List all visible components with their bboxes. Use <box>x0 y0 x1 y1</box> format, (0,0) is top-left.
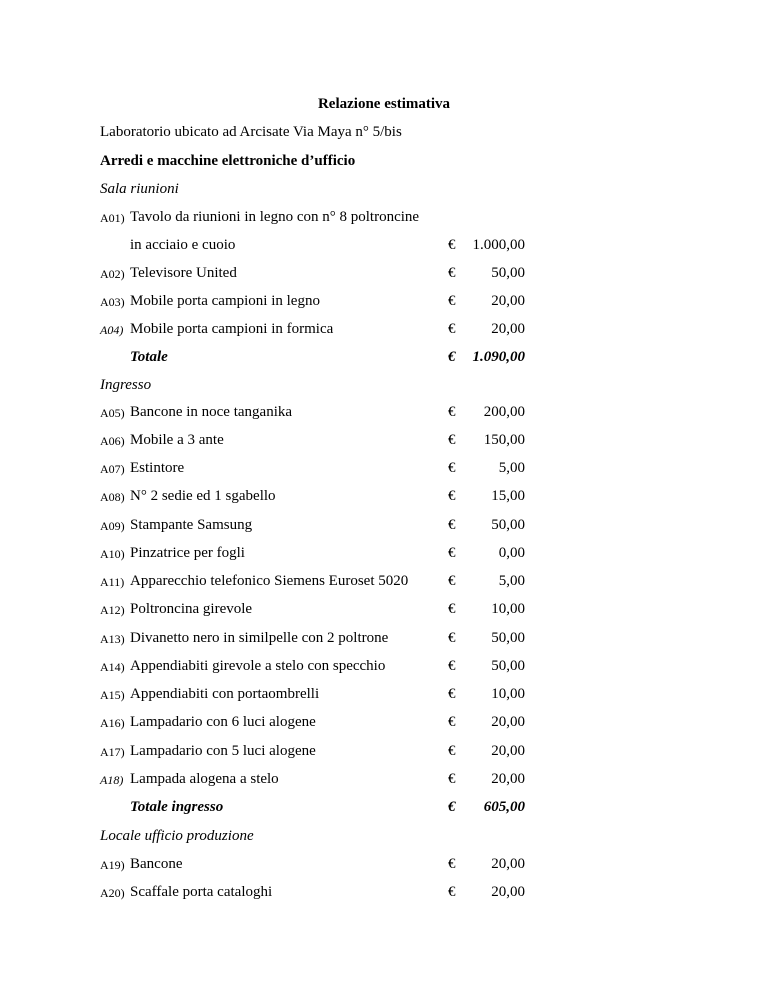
item-amount: 20,00 <box>491 321 525 337</box>
list-item <box>0 630 768 650</box>
list-item <box>0 404 768 424</box>
list-item <box>0 265 768 285</box>
list-item <box>0 545 768 565</box>
total-label: Totale <box>130 349 168 365</box>
currency-symbol: € <box>448 517 456 533</box>
item-amount: 5,00 <box>498 573 525 589</box>
section-title-ingresso: Ingresso <box>100 377 152 393</box>
item-amount: 1.000,00 <box>472 237 525 253</box>
currency-symbol: € <box>448 237 456 253</box>
item-description: Pinzatrice per fogli <box>130 545 245 561</box>
list-item <box>0 573 768 593</box>
item-amount: 50,00 <box>491 658 525 674</box>
document-title: Relazione estimativa <box>317 96 451 112</box>
item-description: Tavolo da riunioni in legno con n° 8 poltroncine <box>130 209 420 225</box>
item-code: A19) <box>100 858 125 872</box>
item-code: A20) <box>100 886 125 900</box>
item-description: Stampante Samsung <box>130 517 253 533</box>
item-amount: 10,00 <box>491 601 525 617</box>
currency-symbol: € <box>448 349 456 365</box>
list-item <box>0 321 768 341</box>
item-amount: 20,00 <box>491 293 525 309</box>
list-item <box>0 460 768 480</box>
item-amount: 20,00 <box>491 884 525 900</box>
item-amount: 50,00 <box>491 517 525 533</box>
list-item <box>0 743 768 763</box>
currency-symbol: € <box>448 321 456 337</box>
item-description: Estintore <box>130 460 185 476</box>
currency-symbol: € <box>448 545 456 561</box>
item-code: A07) <box>100 462 125 476</box>
section-total <box>0 799 768 819</box>
item-amount: 20,00 <box>491 714 525 730</box>
currency-symbol: € <box>448 404 456 420</box>
currency-symbol: € <box>448 460 456 476</box>
currency-symbol: € <box>448 573 456 589</box>
item-amount: 0,00 <box>498 545 525 561</box>
item-amount: 20,00 <box>491 856 525 872</box>
item-code: A17) <box>100 745 125 759</box>
item-code: A11) <box>100 575 125 589</box>
item-code: A05) <box>100 406 125 420</box>
item-code: A08) <box>100 490 125 504</box>
item-description: Lampadario con 5 luci alogene <box>130 743 316 759</box>
location-line: Laboratorio ubicato ad Arcisate Via Maya n° 5/bis <box>100 124 402 140</box>
section-total <box>0 349 768 369</box>
list-item-continuation <box>0 237 768 257</box>
item-amount: 10,00 <box>491 686 525 702</box>
item-description: Mobile porta campioni in legno <box>130 293 320 309</box>
item-amount: 150,00 <box>483 432 525 448</box>
item-code: A01) <box>100 211 125 225</box>
item-code: A04) <box>100 323 124 337</box>
list-item <box>0 432 768 452</box>
item-description: Bancone <box>130 856 183 872</box>
currency-symbol: € <box>448 658 456 674</box>
item-code: A09) <box>100 519 125 533</box>
currency-symbol: € <box>448 488 456 504</box>
item-amount: 5,00 <box>498 460 525 476</box>
item-amount: 20,00 <box>491 771 525 787</box>
item-code: A16) <box>100 716 125 730</box>
item-description: Appendiabiti girevole a stelo con specchio <box>130 658 386 674</box>
currency-symbol: € <box>448 884 456 900</box>
list-item <box>0 209 768 229</box>
list-item <box>0 884 768 904</box>
item-description: Scaffale porta cataloghi <box>130 884 273 900</box>
total-amount: 1.090,00 <box>472 349 525 365</box>
item-code: A03) <box>100 295 125 309</box>
list-item <box>0 517 768 537</box>
item-description: Bancone in noce tanganika <box>130 404 293 420</box>
total-amount: 605,00 <box>483 799 525 815</box>
item-code: A14) <box>100 660 125 674</box>
section-heading: Arredi e macchine elettroniche d’ufficio <box>100 153 356 169</box>
item-amount: 15,00 <box>491 488 525 504</box>
section-title-locale-ufficio-produzione: Locale ufficio produzione <box>100 828 254 844</box>
item-code: A10) <box>100 547 125 561</box>
item-description: Poltroncina girevole <box>130 601 253 617</box>
currency-symbol: € <box>448 714 456 730</box>
total-label: Totale ingresso <box>130 799 224 815</box>
item-code: A13) <box>100 632 125 646</box>
item-description: Apparecchio telefonico Siemens Euroset 5020 <box>130 573 409 589</box>
list-item <box>0 488 768 508</box>
item-code: A02) <box>100 267 125 281</box>
item-code: A15) <box>100 688 125 702</box>
item-description: Mobile porta campioni in formica <box>130 321 334 337</box>
section-title-sala-riunioni: Sala riunioni <box>100 181 179 197</box>
currency-symbol: € <box>448 630 456 646</box>
currency-symbol: € <box>448 293 456 309</box>
currency-symbol: € <box>448 432 456 448</box>
currency-symbol: € <box>448 856 456 872</box>
list-item <box>0 658 768 678</box>
list-item <box>0 293 768 313</box>
item-amount: 20,00 <box>491 743 525 759</box>
item-description: N° 2 sedie ed 1 sgabello <box>130 488 276 504</box>
item-description: Divanetto nero in similpelle con 2 poltrone <box>130 630 389 646</box>
item-description: Lampadario con 6 luci alogene <box>130 714 316 730</box>
currency-symbol: € <box>448 771 456 787</box>
currency-symbol: € <box>448 686 456 702</box>
item-code: A12) <box>100 603 125 617</box>
currency-symbol: € <box>448 799 456 815</box>
list-item <box>0 771 768 791</box>
item-code: A18) <box>100 773 124 787</box>
item-description: Mobile a 3 ante <box>130 432 224 448</box>
currency-symbol: € <box>448 601 456 617</box>
item-amount: 50,00 <box>491 265 525 281</box>
item-description: Lampada alogena a stelo <box>130 771 279 787</box>
item-amount: 200,00 <box>483 404 525 420</box>
item-code: A06) <box>100 434 125 448</box>
item-description-continued: in acciaio e cuoio <box>130 237 236 253</box>
item-amount: 50,00 <box>491 630 525 646</box>
currency-symbol: € <box>448 743 456 759</box>
list-item <box>0 686 768 706</box>
list-item <box>0 714 768 734</box>
list-item <box>0 856 768 876</box>
item-description: Televisore United <box>130 265 237 281</box>
list-item <box>0 601 768 621</box>
currency-symbol: € <box>448 265 456 281</box>
item-description: Appendiabiti con portaombrelli <box>130 686 320 702</box>
